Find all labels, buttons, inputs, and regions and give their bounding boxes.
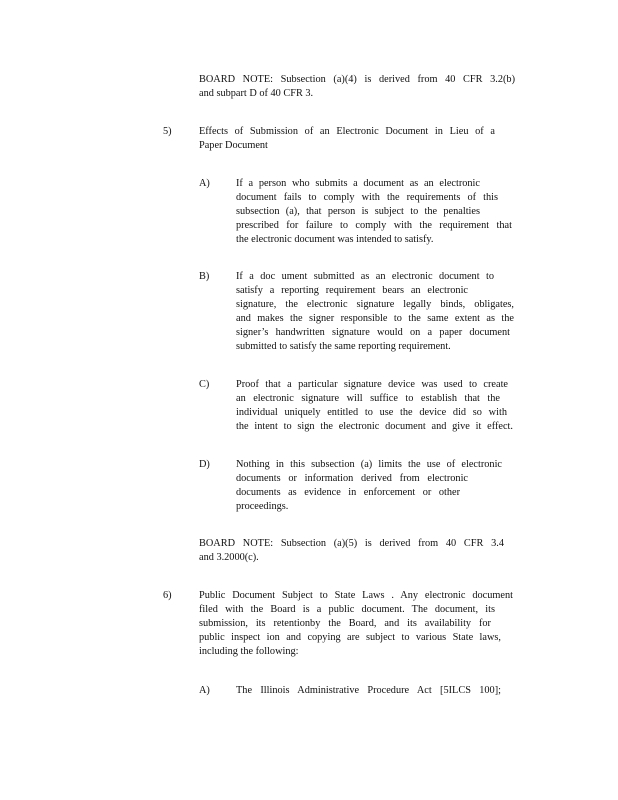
text-line: The Illinois Administrative Procedure Act [5ILCS 100]; [236, 685, 501, 696]
text-line: signer’s handwritten signature would on a paper document [236, 327, 510, 338]
text-line: filed with the Board is a public document. The document, its [199, 604, 495, 615]
heading-line: Paper Document [199, 140, 268, 151]
text-line: satisfy a reporting requirement bears an electronic [236, 285, 468, 296]
text-line: submitted to satisfy the same reporting requirement. [236, 341, 451, 352]
section-number-6: 6) [163, 590, 172, 601]
item-label: A) [199, 685, 210, 696]
item-5d-text [236, 458, 502, 514]
text-line: If a doc ument submitted as an electronic document to [236, 271, 494, 282]
item-label: B) [199, 271, 210, 282]
item-6a-text [236, 684, 501, 698]
text-line: an electronic signature will suffice to establish that the [236, 393, 500, 404]
text-line: signature, the electronic signature legally binds, obligates, [236, 299, 514, 310]
item-label: C) [199, 379, 210, 390]
section-5-heading [199, 125, 495, 153]
text-line: individual uniquely entitled to use the device did so with [236, 407, 507, 418]
text-line: public inspect ion and copying are subject to various State laws, [199, 632, 501, 643]
text-line: proceedings. [236, 501, 289, 512]
text-line: document fails to comply with the requirements of this [236, 192, 498, 203]
note-line: BOARD NOTE: Subsection (a)(4) is derived from 40 CFR 3.2(b) [199, 74, 515, 85]
board-note-a4 [199, 73, 515, 101]
text-line: Public Document Subject to State Laws . Any electronic document [199, 590, 513, 601]
note-line: and subpart D of 40 CFR 3. [199, 88, 314, 99]
note-line: and 3.2000(c). [199, 552, 259, 563]
text-line: Proof that a particular signature device was used to create [236, 379, 508, 390]
item-5a-text [236, 177, 512, 247]
text-line: documents or information derived from electronic [236, 473, 468, 484]
heading-line: Effects of Submission of an Electronic Document in Lieu of a [199, 126, 495, 137]
item-5b-text [236, 270, 514, 354]
section-6-text [199, 589, 513, 659]
text-line: Nothing in this subsection (a) limits the use of electronic [236, 459, 502, 470]
item-5c-text [236, 378, 513, 434]
text-line: If a person who submits a document as an electronic [236, 178, 480, 189]
text-line: subsection (a), that person is subject to the penalties [236, 206, 480, 217]
text-line: the electronic document was intended to satisfy. [236, 234, 434, 245]
text-line: and makes the signer responsible to the same extent as the [236, 313, 514, 324]
note-line: BOARD NOTE: Subsection (a)(5) is derived from 40 CFR 3.4 [199, 538, 504, 549]
text-line: prescribed for failure to comply with the requirement that [236, 220, 512, 231]
text-line: documents as evidence in enforcement or other [236, 487, 460, 498]
text-line: the intent to sign the electronic document and give it effect. [236, 421, 513, 432]
board-note-a5 [199, 537, 504, 565]
item-label: A) [199, 178, 210, 189]
text-line: including the following: [199, 646, 299, 657]
section-number-5: 5) [163, 126, 172, 137]
text-line: submission, its retentionby the Board, and its availability for [199, 618, 491, 629]
item-label: D) [199, 459, 210, 470]
